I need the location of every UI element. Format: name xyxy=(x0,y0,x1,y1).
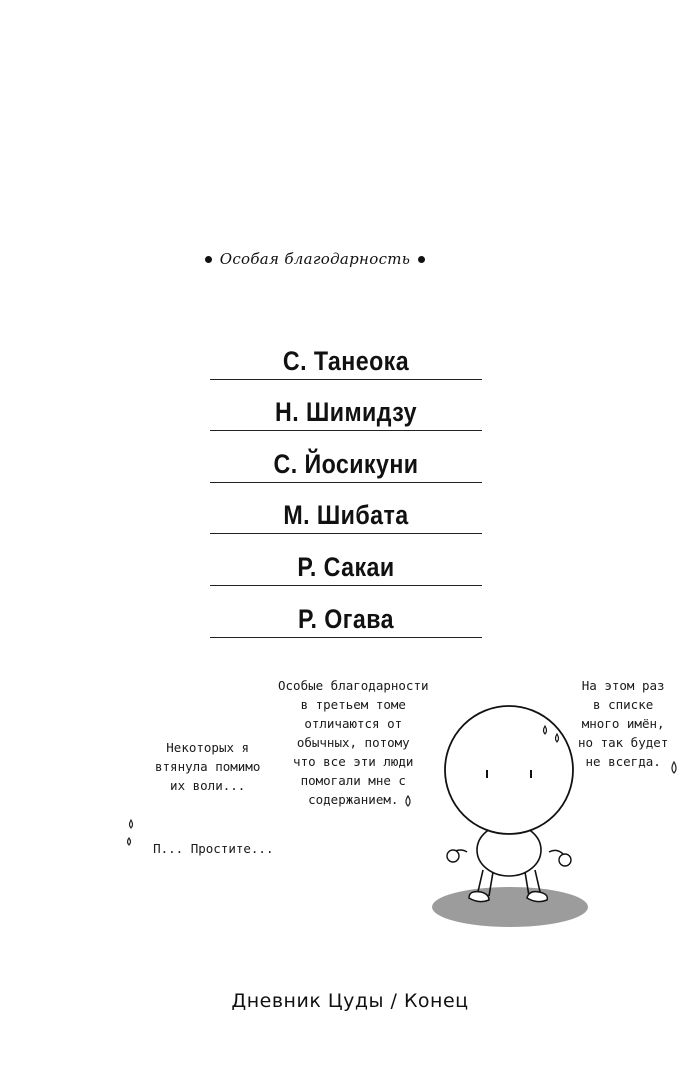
end-caption: Дневник Цуды / Конец xyxy=(231,990,469,1012)
note-explanation: Особые благодарности в третьем томе отличаются от обычных, потому что все эти люди помогали мне с содержанием. xyxy=(278,678,429,807)
round-head-character-illustration xyxy=(425,700,605,935)
name-entry: С. Танеока xyxy=(282,345,410,376)
name-entry: Н. Шимидзу xyxy=(275,397,417,428)
name-line xyxy=(210,483,482,535)
name-line xyxy=(210,534,482,586)
special-thanks-label: Особая благодарность xyxy=(219,250,411,268)
name-line xyxy=(210,380,482,432)
sweat-drop-icon xyxy=(668,760,680,776)
ground-shadow xyxy=(432,887,588,927)
name-line xyxy=(210,431,482,483)
note-dragged-in: Некоторых я втянула помимо их воли... xyxy=(155,740,261,793)
special-thanks-heading xyxy=(200,250,430,268)
name-line xyxy=(210,586,482,638)
name-entry: Р. Сакаи xyxy=(297,551,395,582)
sweat-drops-icon xyxy=(125,818,139,848)
name-entry: С. Йосикуни xyxy=(273,448,419,479)
name-line xyxy=(210,328,482,380)
thanks-name-list xyxy=(210,328,482,638)
sweat-drop-icon xyxy=(402,794,414,808)
name-entry: Р. Огава xyxy=(298,603,394,634)
note-apology xyxy=(138,820,273,858)
dot-icon xyxy=(418,256,425,263)
dot-icon xyxy=(205,256,212,263)
name-entry: М. Шибата xyxy=(283,500,409,531)
apology-text: П... Простите... xyxy=(153,841,274,856)
note-many-names: На этом раз в списке много имён, но так будет не всегда. xyxy=(578,678,669,769)
